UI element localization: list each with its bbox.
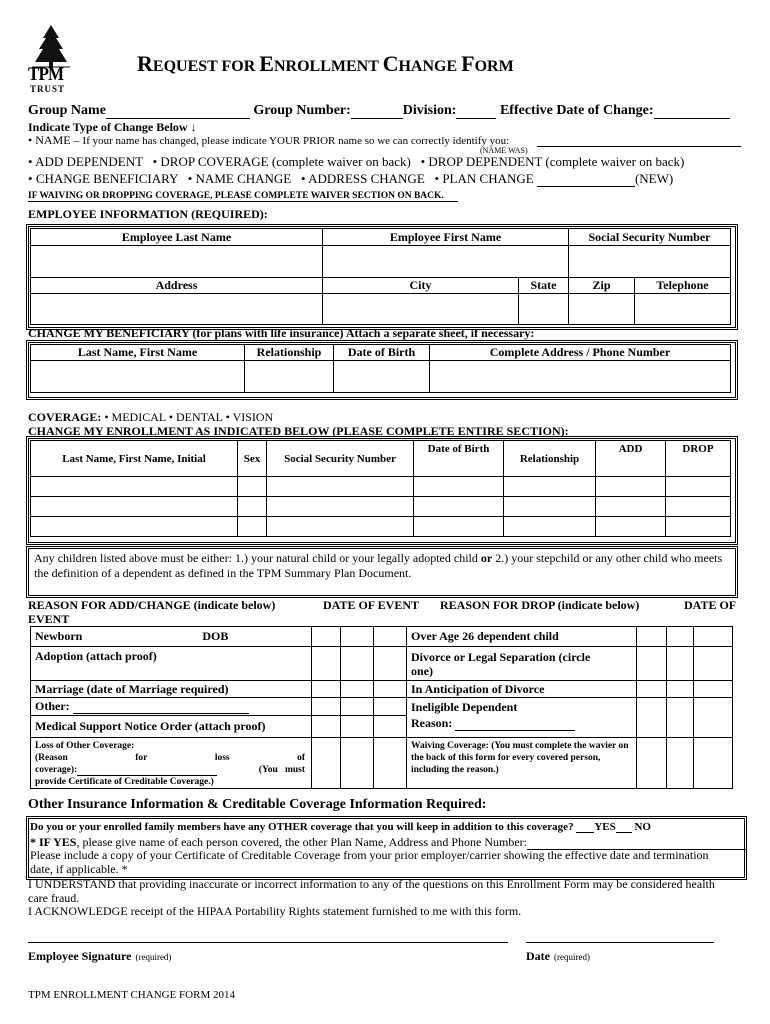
col-drop: DROP: [666, 441, 731, 477]
other-field[interactable]: [73, 701, 249, 714]
reason-marriage[interactable]: Marriage (date of Marriage required): [31, 681, 312, 698]
cell[interactable]: [694, 647, 733, 681]
cell[interactable]: [374, 716, 407, 738]
reason-msno[interactable]: Medical Support Notice Order (attach proof): [31, 716, 312, 738]
signature-line[interactable]: [28, 942, 508, 943]
col-employee-last-name: Employee Last Name: [31, 229, 323, 246]
table-row: [31, 517, 731, 537]
cell[interactable]: [31, 497, 238, 517]
acknowledge-statement: I ACKNOWLEDGE receipt of the HIPAA Portability Rights statement furnished to me with this form.: [28, 904, 522, 918]
footer-text: TPM ENROLLMENT CHANGE FORM 2014: [28, 989, 235, 1001]
children-note: Any children listed above must be either: 1.) your natural child or your legally adopted child or 2.) your stepchild or any other child who meets the definition of a dependent as defined in the TPM Summary Plan Document.: [34, 551, 723, 580]
cell[interactable]: [374, 738, 407, 789]
cell[interactable]: [374, 698, 407, 716]
cell[interactable]: [312, 627, 341, 647]
page-title: REQUEST FOR ENROLLMENT CHANGE FORM: [137, 51, 514, 76]
cell[interactable]: [414, 477, 504, 497]
cell[interactable]: [312, 716, 341, 738]
col-telephone: Telephone: [635, 278, 731, 294]
bullet-icon: •: [168, 410, 173, 424]
creditable-copy-note: Please include a copy of your Certificate of Creditable Coverage from your prior employer/carrier showing the effective date and termination date, if applicable. *: [30, 848, 709, 876]
cell[interactable]: [637, 738, 667, 789]
address-field[interactable]: [31, 294, 323, 325]
bullet-icon: •: [187, 171, 193, 186]
employee-first-name-field[interactable]: [323, 246, 569, 278]
cell[interactable]: [341, 716, 374, 738]
name-was-field[interactable]: [537, 146, 741, 147]
name-option: [28, 133, 509, 148]
name-option-text: If your name has changed, please indicate YOUR PRIOR name so we can correctly identify you:: [82, 135, 510, 147]
beneficiary-relationship-field[interactable]: [245, 361, 334, 393]
cell[interactable]: [312, 698, 341, 716]
cell[interactable]: [667, 738, 694, 789]
col-beneficiary-address: Complete Address / Phone Number: [430, 345, 731, 361]
bullet-icon: •: [152, 154, 158, 169]
waiver-note: IF WAIVING OR DROPPING COVERAGE, PLEASE COMPLETE WAIVER SECTION ON BACK.: [28, 191, 458, 202]
group-header-line: [28, 103, 730, 119]
bullet-icon[interactable]: •: [28, 133, 33, 147]
options-row-1: [28, 154, 684, 170]
reason-age26[interactable]: Over Age 26 dependent child: [407, 627, 637, 647]
col-ssn: Social Security Number: [569, 229, 731, 246]
cell[interactable]: [31, 517, 238, 537]
table-row: [31, 497, 731, 517]
col-beneficiary-name: Last Name, First Name: [31, 345, 245, 361]
reason-divorce[interactable]: Divorce or Legal Separation (circle one): [407, 647, 637, 681]
reason-other[interactable]: Other:: [31, 698, 312, 716]
cell[interactable]: [341, 681, 374, 698]
cell[interactable]: [637, 698, 667, 738]
col-add: ADD: [596, 441, 666, 477]
other-insurance-heading: Other Insurance Information & Creditable Coverage Information Required:: [28, 797, 487, 812]
reason-loss-of-coverage[interactable]: Loss of Other Coverage: (Reason for loss of coverage): (You must provide Certificate of Creditable Coverage.): [31, 738, 312, 789]
cell[interactable]: [341, 627, 374, 647]
new-label: (NEW): [634, 171, 674, 186]
no-field[interactable]: [616, 822, 632, 833]
name-was-sublabel: (NAME WAS): [480, 146, 528, 155]
cell[interactable]: [694, 627, 733, 647]
cell[interactable]: [374, 627, 407, 647]
cell[interactable]: [637, 681, 667, 698]
cell[interactable]: [238, 517, 267, 537]
city-field[interactable]: [323, 294, 519, 325]
opt-drop-dependent[interactable]: • DROP DEPENDENT (complete waiver on back): [420, 154, 685, 169]
coverage-medical[interactable]: • MEDICAL: [104, 410, 166, 424]
col-beneficiary-relationship: Relationship: [245, 345, 334, 361]
logo-sub: TRUST: [30, 84, 66, 94]
division-field[interactable]: [456, 104, 496, 119]
col-dependent-dob: Date of Birth: [414, 441, 504, 477]
cell[interactable]: [637, 627, 667, 647]
table-row: [31, 477, 731, 497]
ineligible-reason-field[interactable]: [455, 718, 575, 731]
group-name-label: Group Name: [28, 103, 106, 118]
employee-last-name-field[interactable]: [31, 246, 323, 278]
cell[interactable]: [596, 477, 666, 497]
cell[interactable]: [341, 647, 374, 681]
opt-change-beneficiary[interactable]: • CHANGE BENEFICIARY: [28, 171, 178, 186]
bullet-icon: •: [28, 154, 33, 169]
cell[interactable]: [666, 517, 731, 537]
date-line[interactable]: [526, 942, 714, 943]
col-city: City: [323, 278, 519, 294]
cell[interactable]: [666, 477, 731, 497]
reason-anticipation[interactable]: In Anticipation of Divorce: [407, 681, 637, 698]
bullet-icon: •: [28, 171, 33, 186]
reason-drop-heading: REASON FOR DROP (indicate below): [440, 598, 640, 612]
name-option-label: NAME –: [35, 133, 80, 147]
cell[interactable]: [341, 738, 374, 789]
indicate-type-label: Indicate Type of Change Below ↓: [28, 120, 197, 134]
cell[interactable]: [596, 497, 666, 517]
cell[interactable]: [238, 497, 267, 517]
date-of-heading: DATE OF: [684, 598, 737, 612]
bullet-icon: •: [301, 171, 306, 186]
reason-ineligible[interactable]: Ineligible Dependent Reason:: [407, 698, 637, 738]
state-field[interactable]: [519, 294, 569, 325]
logo-abbr: TPM: [28, 64, 64, 85]
opt-plan-change[interactable]: • PLAN CHANGE: [434, 171, 534, 186]
signature-label: Employee Signature (required): [28, 949, 172, 963]
date-label: Date (required): [526, 949, 590, 963]
cell[interactable]: [341, 698, 374, 716]
group-name-field[interactable]: [106, 104, 250, 119]
col-relationship: Relationship: [504, 441, 596, 477]
beneficiary-name-field[interactable]: [31, 361, 245, 393]
col-beneficiary-dob: Date of Birth: [334, 345, 430, 361]
bullet-icon: •: [420, 154, 426, 169]
bullet-icon: •: [434, 171, 440, 186]
date-of-event-heading: DATE OF EVENT: [323, 598, 420, 612]
tree-icon: [26, 24, 76, 68]
cell[interactable]: [694, 681, 733, 698]
employee-info-table: [30, 228, 731, 278]
opt-address-change[interactable]: • ADDRESS CHANGE: [301, 171, 425, 186]
coverage-dental[interactable]: • DENTAL: [168, 410, 223, 424]
cell[interactable]: [31, 477, 238, 497]
opt-name-change[interactable]: • NAME CHANGE: [187, 171, 292, 186]
yes-field[interactable]: [576, 822, 594, 833]
col-employee-first-name: Employee First Name: [323, 229, 569, 246]
division-label: Division:: [402, 103, 457, 118]
reason-newborn[interactable]: Newborn DOB: [31, 627, 312, 647]
cell[interactable]: [667, 627, 694, 647]
beneficiary-table: [30, 344, 731, 393]
effective-date-field[interactable]: [654, 104, 730, 119]
cell[interactable]: [267, 497, 414, 517]
plan-change-field[interactable]: [537, 174, 635, 187]
telephone-field[interactable]: [635, 294, 731, 325]
cell[interactable]: [504, 517, 596, 537]
group-number-label: Group Number:: [253, 103, 351, 118]
cell[interactable]: [312, 647, 341, 681]
enrollment-table: [30, 440, 731, 537]
bullet-icon: •: [225, 410, 230, 424]
enrollment-heading: CHANGE MY ENROLLMENT AS INDICATED BELOW (PLEASE COMPLETE ENTIRE SECTION):: [28, 424, 569, 438]
col-address: Address: [31, 278, 323, 294]
cell[interactable]: [667, 698, 694, 738]
col-dependent-name: Last Name, First Name, Initial: [31, 441, 238, 477]
other-coverage-question: Do you or your enrolled family members have any OTHER coverage that you will keep in addition to this coverage? YES NO: [30, 821, 651, 833]
reason-add-heading: REASON FOR ADD/CHANGE (indicate below): [28, 598, 276, 612]
tpm-logo: [26, 24, 76, 94]
beneficiary-address-field[interactable]: [430, 361, 731, 393]
cell[interactable]: [312, 681, 341, 698]
cell[interactable]: [637, 647, 667, 681]
beneficiary-dob-field[interactable]: [334, 361, 430, 393]
cell[interactable]: [414, 517, 504, 537]
reason-waiving[interactable]: Waiving Coverage: (You must complete the wavier on the back of this form for every covered person, including the reason.): [407, 738, 637, 789]
cell[interactable]: [666, 497, 731, 517]
event-heading: EVENT: [28, 612, 70, 626]
options-row-2: [28, 171, 673, 187]
cell[interactable]: [504, 477, 596, 497]
group-number-field[interactable]: [351, 104, 403, 119]
cell[interactable]: [312, 738, 341, 789]
cell[interactable]: [374, 681, 407, 698]
cell[interactable]: [238, 477, 267, 497]
reasons-table: [30, 626, 733, 789]
cell[interactable]: [694, 738, 733, 789]
opt-drop-coverage[interactable]: • DROP COVERAGE (complete waiver on back): [152, 154, 411, 169]
employee-address-table: [30, 277, 731, 325]
bullet-icon: •: [104, 410, 109, 424]
cell[interactable]: [504, 497, 596, 517]
cell[interactable]: [374, 647, 407, 681]
loss-reason-field[interactable]: [77, 765, 217, 776]
coverage-vision[interactable]: • VISION: [225, 410, 274, 424]
col-state: State: [519, 278, 569, 294]
cell[interactable]: [596, 517, 666, 537]
employee-info-heading: EMPLOYEE INFORMATION (REQUIRED):: [28, 207, 268, 221]
cell[interactable]: [667, 647, 694, 681]
reason-adoption[interactable]: Adoption (attach proof): [31, 647, 312, 681]
col-zip: Zip: [569, 278, 635, 294]
if-yes-line: * IF YES, please give name of each person covered, the other Plan Name, Address and Phone Number:: [30, 835, 747, 850]
beneficiary-heading: CHANGE MY BENEFICIARY (for plans with life insurance) Attach a separate sheet, if necessary:: [28, 326, 535, 340]
cell[interactable]: [267, 517, 414, 537]
cell[interactable]: [694, 698, 733, 738]
cell[interactable]: [414, 497, 504, 517]
coverage-line: COVERAGE: • MEDICAL • DENTAL • VISION: [28, 410, 274, 424]
zip-field[interactable]: [569, 294, 635, 325]
cell[interactable]: [267, 477, 414, 497]
col-dependent-ssn: Social Security Number: [267, 441, 414, 477]
opt-add-dependent[interactable]: • ADD DEPENDENT: [28, 154, 143, 169]
ssn-field[interactable]: [569, 246, 731, 278]
cell[interactable]: [667, 681, 694, 698]
col-sex: Sex: [238, 441, 267, 477]
effective-date-label: Effective Date of Change:: [499, 103, 654, 118]
understand-statement: I UNDERSTAND that providing inaccurate or incorrect information to any of the questions on this Enrollment Form may be considered health care fraud.: [28, 877, 715, 905]
